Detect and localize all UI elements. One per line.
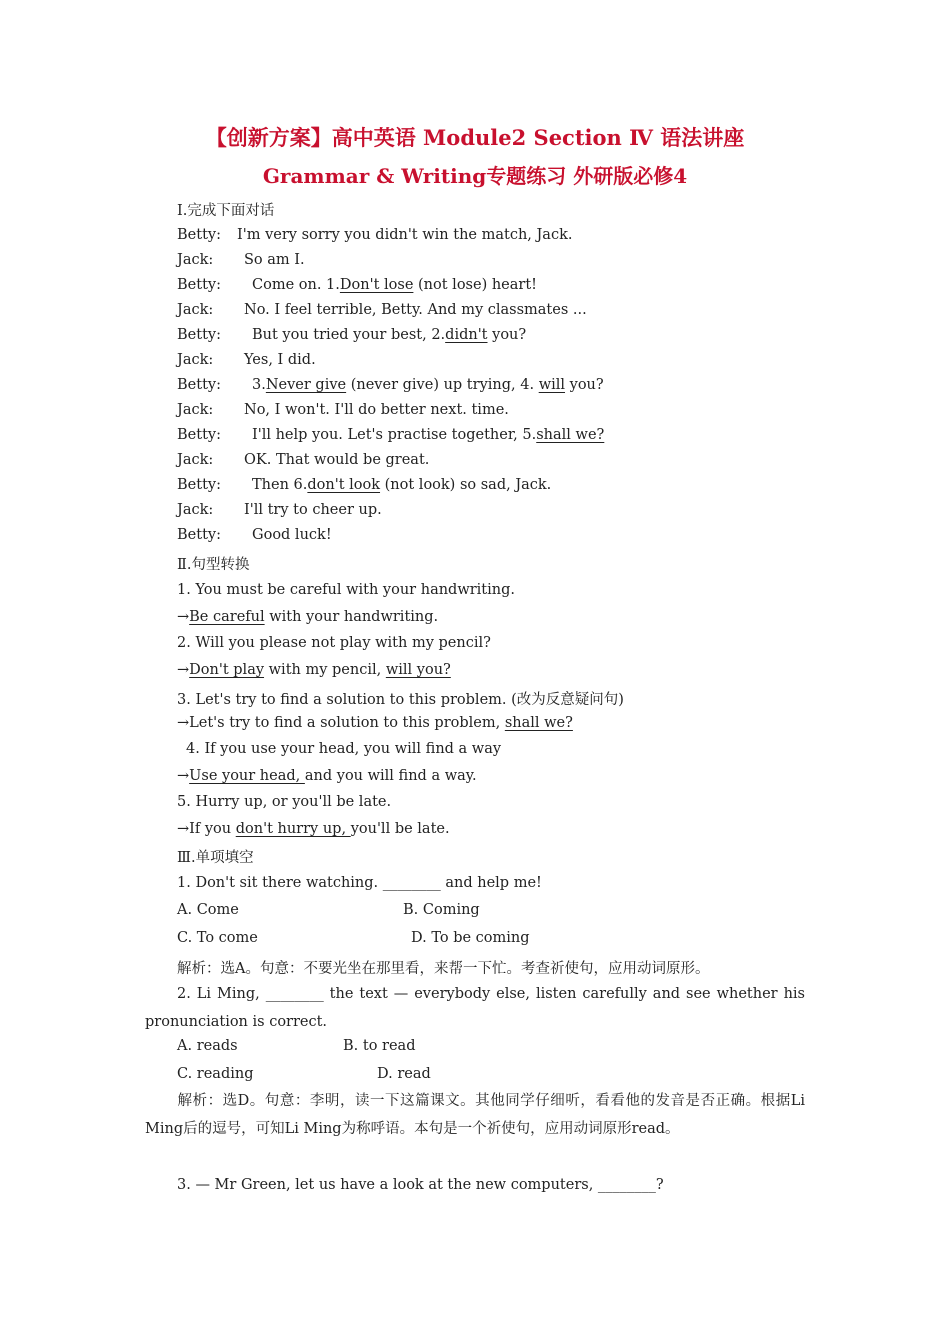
dialogue-line: Jack: So am I. [177, 252, 305, 268]
section-heading-3: Ⅲ.单项填空 [177, 850, 254, 866]
dialogue-line: Betty: Come on. 1.Don't lose (not lose) heart! [177, 277, 537, 293]
dialogue-line: Betty: 3.Never give (never give) up trying, 4. will you? [177, 377, 604, 393]
option-a: A. Come [177, 902, 239, 918]
dialogue-line: Betty: I'll help you. Let's practise together, 5.shall we? [177, 427, 605, 443]
dialogue-line: Jack: No. I feel terrible, Betty. And my classmates ... [177, 302, 587, 318]
option-b: B. Coming [403, 902, 480, 918]
dialogue-line: Betty: But you tried your best, 2.didn't you? [177, 327, 527, 343]
answer-text: Never give [265, 377, 347, 393]
question-text: 3. — Mr Green, let us have a look at the new computers, ________? [177, 1177, 664, 1193]
answer-text: shall we? [536, 427, 605, 443]
answer-line: →Use your head, and you will find a way. [177, 768, 477, 784]
answer-line: →Let's try to find a solution to this problem, shall we? [177, 715, 573, 731]
dialogue-line: Jack: OK. That would be great. [177, 452, 430, 468]
option-b: B. to read [343, 1038, 416, 1054]
answer-text: don't look [307, 477, 381, 493]
answer-line: →If you don't hurry up, you'll be late. [177, 821, 450, 837]
answer-text: Use your head, [189, 768, 305, 784]
question-text: 1. You must be careful with your handwriting. [177, 582, 516, 598]
option-c: C. reading [177, 1066, 254, 1082]
explanation-text: 解析：选A。句意：不要光坐在那里看，来帮一下忙。考查祈使句，应用动词原形。 [177, 961, 710, 977]
dialogue-line: Betty: Good luck! [177, 527, 332, 543]
answer-text: will [538, 377, 566, 393]
option-row [177, 930, 530, 946]
option-d: D. To be coming [411, 930, 530, 946]
option-d: D. read [377, 1066, 431, 1082]
option-row [177, 1066, 431, 1082]
option-c: C. To come [177, 930, 258, 946]
section-heading-2: Ⅱ.句型转换 [177, 557, 250, 573]
answer-text: shall we? [504, 715, 573, 731]
dialogue-line: Betty: Then 6.don't look (not look) so sad, Jack. [177, 477, 552, 493]
option-row [177, 902, 480, 918]
explanation-text: 解析：选D。句意：李明，读一下这篇课文。其他同学仔细听，看看他的发音是否正确。根据Li Ming后的逗号，可知Li Ming为称呼语。本句是一个祈使句，应用动词原形read。 [145, 1093, 805, 1137]
answer-text: Don't lose [339, 277, 414, 293]
answer-line: →Don't play with my pencil, will you? [177, 662, 451, 678]
dialogue-line: Betty: I'm very sorry you didn't win the match, Jack. [177, 227, 573, 243]
question-text: 5. Hurry up, or you'll be late. [177, 794, 392, 810]
option-a: A. reads [177, 1038, 238, 1054]
dialogue-line: Jack: No, I won't. I'll do better next. time. [177, 402, 509, 418]
answer-line: →Be careful with your handwriting. [177, 609, 439, 625]
answer-text: will you? [385, 662, 451, 678]
question-text: 3. Let's try to find a solution to this problem. (改为反意疑问句) [177, 692, 624, 708]
answer-text: Be careful [189, 609, 265, 625]
question-text: 4. If you use your head, you will find a way [186, 741, 502, 757]
page-subtitle: Grammar & Writing专题练习 外研版必修4 [262, 164, 688, 188]
section-heading-1: Ⅰ.完成下面对话 [177, 203, 275, 219]
question-text: 1. Don't sit there watching. ________ and help me! [177, 875, 542, 891]
question-text: 2. Li Ming, ________ the text — everybody else, listen carefully and see whether his pronunciation is correct. [145, 986, 805, 1030]
answer-text: didn't [445, 327, 488, 343]
page-title: 【创新方案】高中英语 Module2 Section Ⅳ 语法讲座 [205, 125, 745, 150]
answer-text: Don't play [189, 662, 265, 678]
question-text: 2. Will you please not play with my pencil? [177, 635, 491, 651]
dialogue-line: Jack: Yes, I did. [177, 352, 316, 368]
dialogue-line: Jack: I'll try to cheer up. [177, 502, 382, 518]
option-row [177, 1038, 415, 1054]
answer-text: don't hurry up, [235, 821, 351, 837]
